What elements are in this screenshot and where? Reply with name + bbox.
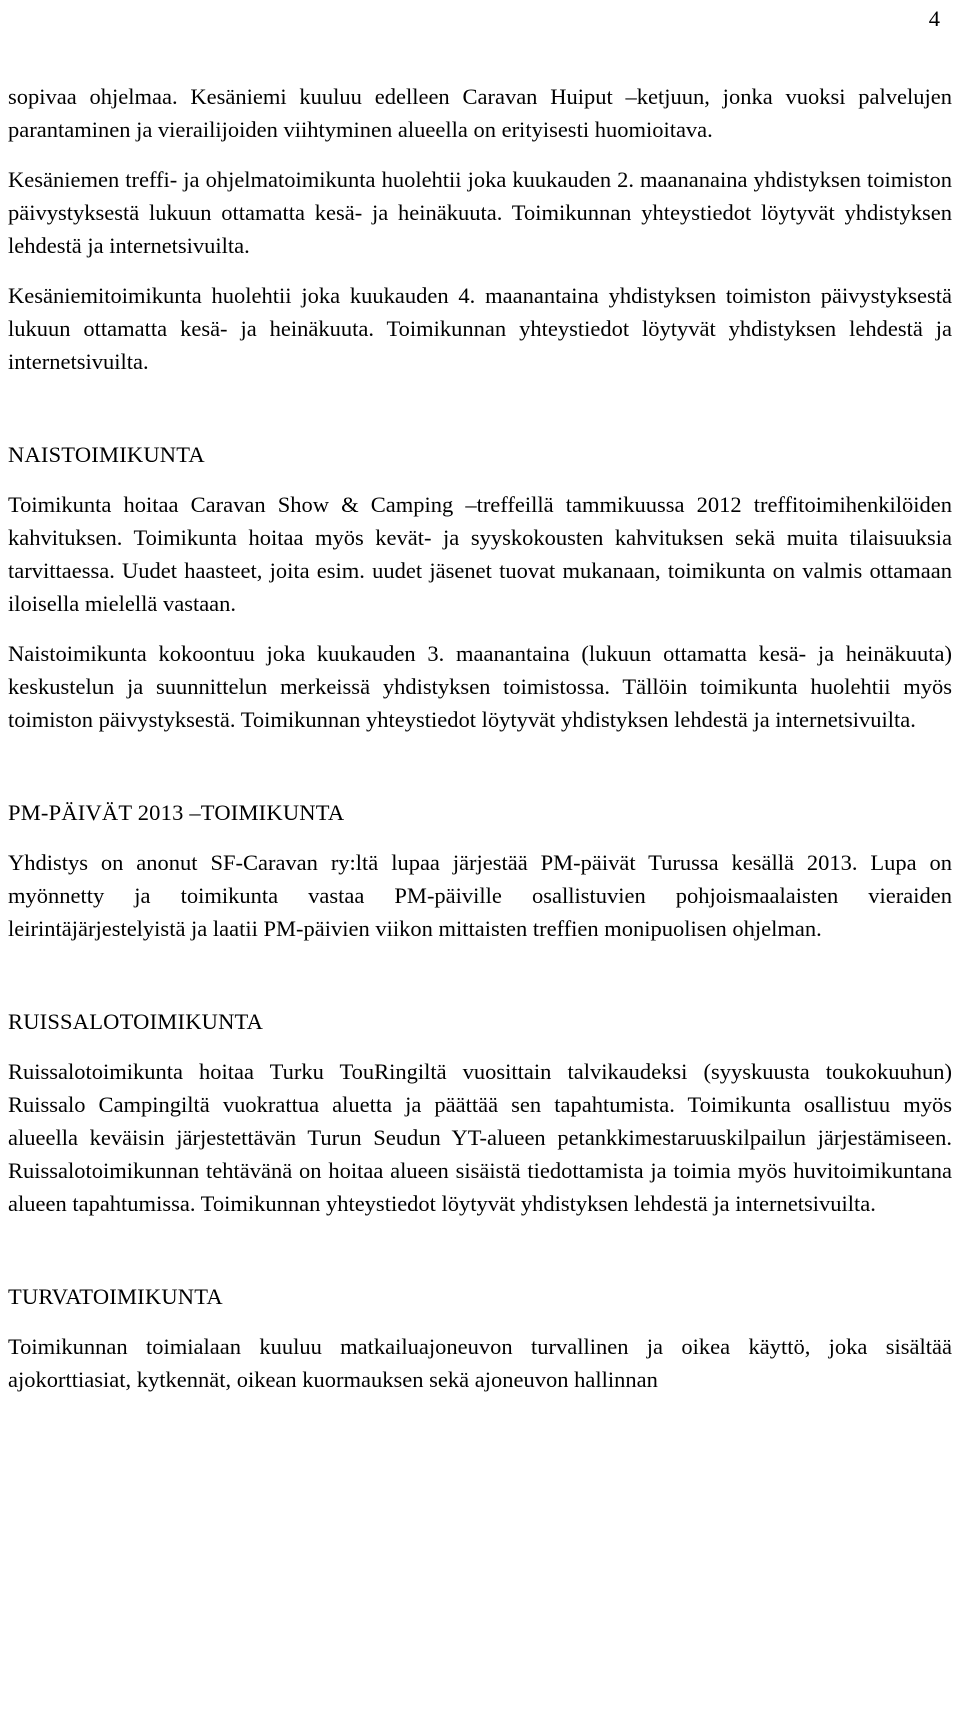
paragraph-ruissalotoimikunta: Ruissalotoimikunta hoitaa Turku TouRingiltä vuosittain talvikaudeksi (syyskuusta toukokuuhun) Ruissalo Campingiltä vuokrattua aluetta ja päättää sen tapahtumista. Toimikunta osallistuu myös alueella keväisin järjestettävän Turun Seudun YT-alueen petankkimestaruuskilpailun järjestämiseen. Ruissalotoimikunnan tehtävänä on hoitaa alueen sisäistä tiedottamista ja toimia myös huvitoimikuntana alueen tapahtumissa. Toimikunnan yhteystiedot löytyvät yhdistyksen lehdestä ja internetsivuilta. xyxy=(8,1059,952,1216)
paragraph-naistoimikunta-meetings: Naistoimikunta kokoontuu joka kuukauden 3. maanantaina (lukuun ottamatta kesä- ja heinäkuuta) keskustelun ja suunnittelun merkeissä yhdistyksen toimistossa. Tällöin toimikunta huolehtii myös toimiston päivystyksestä. Toimikunnan yhteystiedot löytyvät yhdistyksen lehdestä ja internetsivuilta. xyxy=(8,641,952,732)
paragraph-naistoimikunta-tasks: Toimikunta hoitaa Caravan Show & Camping –treffeillä tammikuussa 2012 treffitoimihenkilöiden kahvituksen. Toimikunta hoitaa myös kevät- ja syyskokousten kahvituksen sekä muita tilaisuuksia tarvittaessa. Uudet haasteet, joita esim. uudet jäsenet tuovat mukanaan, toimikunta on valmis ottamaan iloisella mielellä vastaan. xyxy=(8,492,952,616)
page-number: 4 xyxy=(928,6,940,31)
paragraph-turvatoimikunta: Toimikunnan toimialaan kuuluu matkailuajoneuvon turvallinen ja oikea käyttö, joka sisältää ajokorttiasiat, kytkennät, oikean kuormauksen sekä ajoneuvon hallinnan xyxy=(8,1334,952,1392)
page-content xyxy=(8,80,952,1396)
heading-pm-paivat: PM-PÄIVÄT 2013 –TOIMIKUNTA xyxy=(8,800,345,825)
heading-naistoimikunta: NAISTOIMIKUNTA xyxy=(8,442,205,467)
heading-turvatoimikunta: TURVATOIMIKUNTA xyxy=(8,1284,223,1309)
paragraph-pm-paivat: Yhdistys on anonut SF-Caravan ry:ltä lupaa järjestää PM-päivät Turussa kesällä 2013. Lupa on myönnetty ja toimikunta vastaa PM-päiville osallistuvien pohjoismaalaisten vieraiden leirintäjärjestelyistä ja laatii PM-päivien viikon mittaisten treffien monipuolisen ohjelman. xyxy=(8,850,952,941)
paragraph-treffi-toimikunta: Kesäniemen treffi- ja ohjelmatoimikunta huolehtii joka kuukauden 2. maananaina yhdistyksen toimiston päivystyksestä lukuun ottamatta kesä- ja heinäkuuta. Toimikunnan yhteystiedot löytyvät yhdistyksen lehdestä ja internetsivuilta. xyxy=(8,167,952,258)
heading-ruissalotoimikunta: RUISSALOTOIMIKUNTA xyxy=(8,1009,264,1034)
paragraph-kesaniemitoimikunta: Kesäniemitoimikunta huolehtii joka kuukauden 4. maanantaina yhdistyksen toimiston päivystyksestä lukuun ottamatta kesä- ja heinäkuuta. Toimikunnan yhteystiedot löytyvät yhdistyksen lehdestä ja internetsivuilta. xyxy=(8,283,952,374)
paragraph-kesaniemi-intro: sopivaa ohjelmaa. Kesäniemi kuuluu edelleen Caravan Huiput –ketjuun, jonka vuoksi palvelujen parantaminen ja vierailijoiden viihtyminen alueella on erityisesti huomioitava. xyxy=(8,84,952,142)
